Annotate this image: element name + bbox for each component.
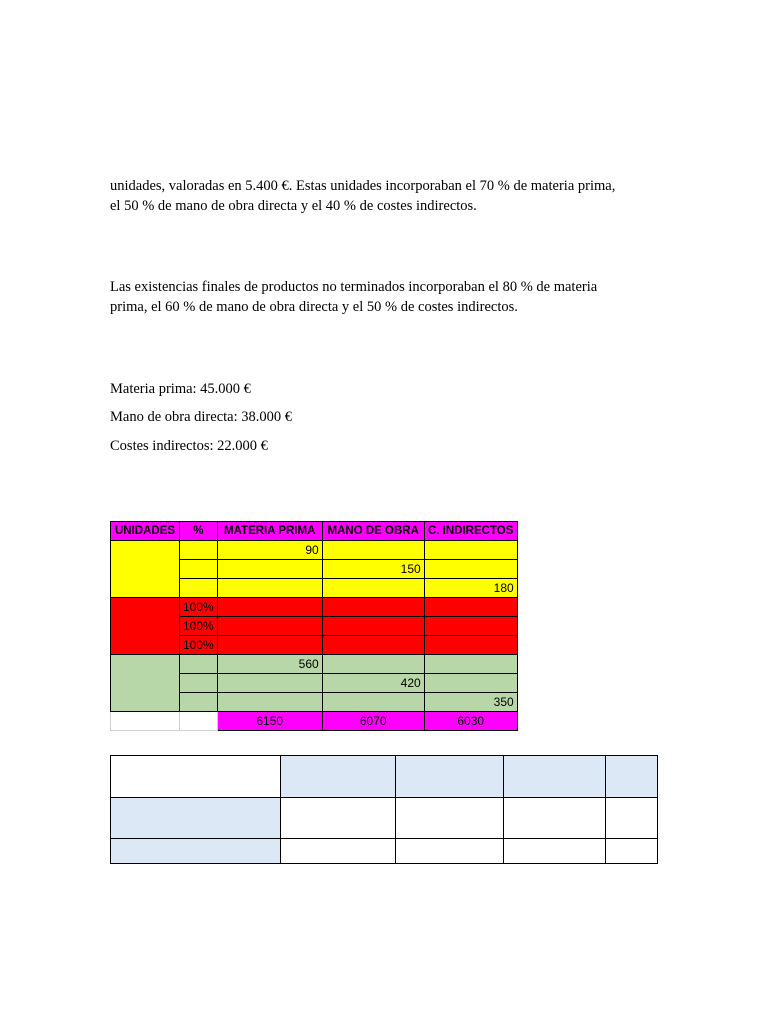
table-cell bbox=[396, 839, 504, 864]
header-materia-prima: MATERIA PRIMA bbox=[217, 522, 322, 541]
final-stock-paragraph bbox=[110, 277, 670, 317]
table-cell bbox=[504, 798, 606, 839]
sheet-header-row bbox=[111, 522, 518, 541]
table-row bbox=[111, 798, 658, 839]
table-cell bbox=[180, 560, 218, 579]
summary-table bbox=[110, 755, 658, 864]
red-pct-cell: 100% bbox=[180, 617, 218, 636]
red-pct-cell: 100% bbox=[180, 636, 218, 655]
table-row bbox=[111, 756, 658, 798]
final-stock-line-1: Las existencias finales de productos no terminados incorporaban el 80 % de materia bbox=[110, 279, 598, 295]
table-cell bbox=[217, 674, 322, 693]
table-cell bbox=[322, 541, 424, 560]
table-cell bbox=[281, 839, 396, 864]
table-row bbox=[111, 655, 518, 674]
table-cell bbox=[111, 756, 281, 798]
table-cell bbox=[180, 693, 218, 712]
table-cell bbox=[111, 839, 281, 864]
table-cell bbox=[606, 798, 658, 839]
table-cell bbox=[281, 798, 396, 839]
total-mo-cell: 6070 bbox=[322, 712, 424, 731]
table-cell bbox=[322, 655, 424, 674]
table-cell bbox=[424, 655, 517, 674]
intro-line-2: el 50 % de mano de obra directa y el 40 % de costes indirectos. bbox=[110, 198, 477, 214]
yellow-mo-cell: 150 bbox=[322, 560, 424, 579]
table-cell bbox=[322, 598, 424, 617]
header-mano-de-obra: MANO DE OBRA bbox=[322, 522, 424, 541]
green-units-cell bbox=[111, 655, 180, 712]
green-mo-cell: 420 bbox=[322, 674, 424, 693]
cost-indirectos: Costes indirectos: 22.000 € bbox=[110, 438, 268, 454]
table-cell bbox=[217, 598, 322, 617]
table-cell bbox=[111, 798, 281, 839]
table-row bbox=[111, 598, 518, 617]
table-cell bbox=[424, 636, 517, 655]
header-unidades: UNIDADES bbox=[111, 522, 180, 541]
total-ci-cell: 6030 bbox=[424, 712, 517, 731]
table-cell bbox=[322, 617, 424, 636]
table-cell bbox=[424, 617, 517, 636]
yellow-ci-cell: 180 bbox=[424, 579, 517, 598]
table-cell bbox=[504, 839, 606, 864]
red-pct-cell: 100% bbox=[180, 598, 218, 617]
final-stock-line-2: prima, el 60 % de mano de obra directa y el 50 % de costes indirectos. bbox=[110, 299, 518, 315]
table-cell bbox=[322, 636, 424, 655]
header-c-indirectos: C. INDIRECTOS bbox=[424, 522, 517, 541]
table-cell bbox=[217, 617, 322, 636]
table-cell bbox=[424, 560, 517, 579]
table-cell bbox=[180, 579, 218, 598]
table-cell bbox=[322, 693, 424, 712]
cost-mano-de-obra: Mano de obra directa: 38.000 € bbox=[110, 409, 293, 425]
intro-paragraph bbox=[110, 176, 670, 216]
green-ci-cell: 350 bbox=[424, 693, 517, 712]
table-row bbox=[111, 839, 658, 864]
total-mp-cell: 6150 bbox=[217, 712, 322, 731]
table-cell bbox=[217, 579, 322, 598]
cost-materia-prima: Materia prima: 45.000 € bbox=[110, 381, 251, 397]
table-row bbox=[111, 541, 518, 560]
cost-spreadsheet bbox=[110, 521, 518, 731]
yellow-units-cell bbox=[111, 541, 180, 598]
red-units-cell bbox=[111, 598, 180, 655]
table-cell bbox=[180, 655, 218, 674]
table-cell bbox=[396, 756, 504, 798]
header-percent: % bbox=[180, 522, 218, 541]
totals-row bbox=[111, 712, 518, 731]
table-cell bbox=[217, 560, 322, 579]
table-cell bbox=[396, 798, 504, 839]
intro-line-1: unidades, valoradas en 5.400 €. Estas unidades incorporaban el 70 % de materia prima, bbox=[110, 178, 616, 194]
table-cell bbox=[180, 674, 218, 693]
table-cell bbox=[180, 541, 218, 560]
table-cell bbox=[217, 636, 322, 655]
table-cell bbox=[606, 839, 658, 864]
table-cell bbox=[322, 579, 424, 598]
table-cell bbox=[424, 541, 517, 560]
table-cell bbox=[180, 712, 218, 731]
table-cell bbox=[424, 674, 517, 693]
table-cell bbox=[606, 756, 658, 798]
table-cell bbox=[424, 598, 517, 617]
table-cell bbox=[111, 712, 180, 731]
yellow-mp-cell: 90 bbox=[217, 541, 322, 560]
table-cell bbox=[281, 756, 396, 798]
green-mp-cell: 560 bbox=[217, 655, 322, 674]
table-cell bbox=[217, 693, 322, 712]
table-cell bbox=[504, 756, 606, 798]
